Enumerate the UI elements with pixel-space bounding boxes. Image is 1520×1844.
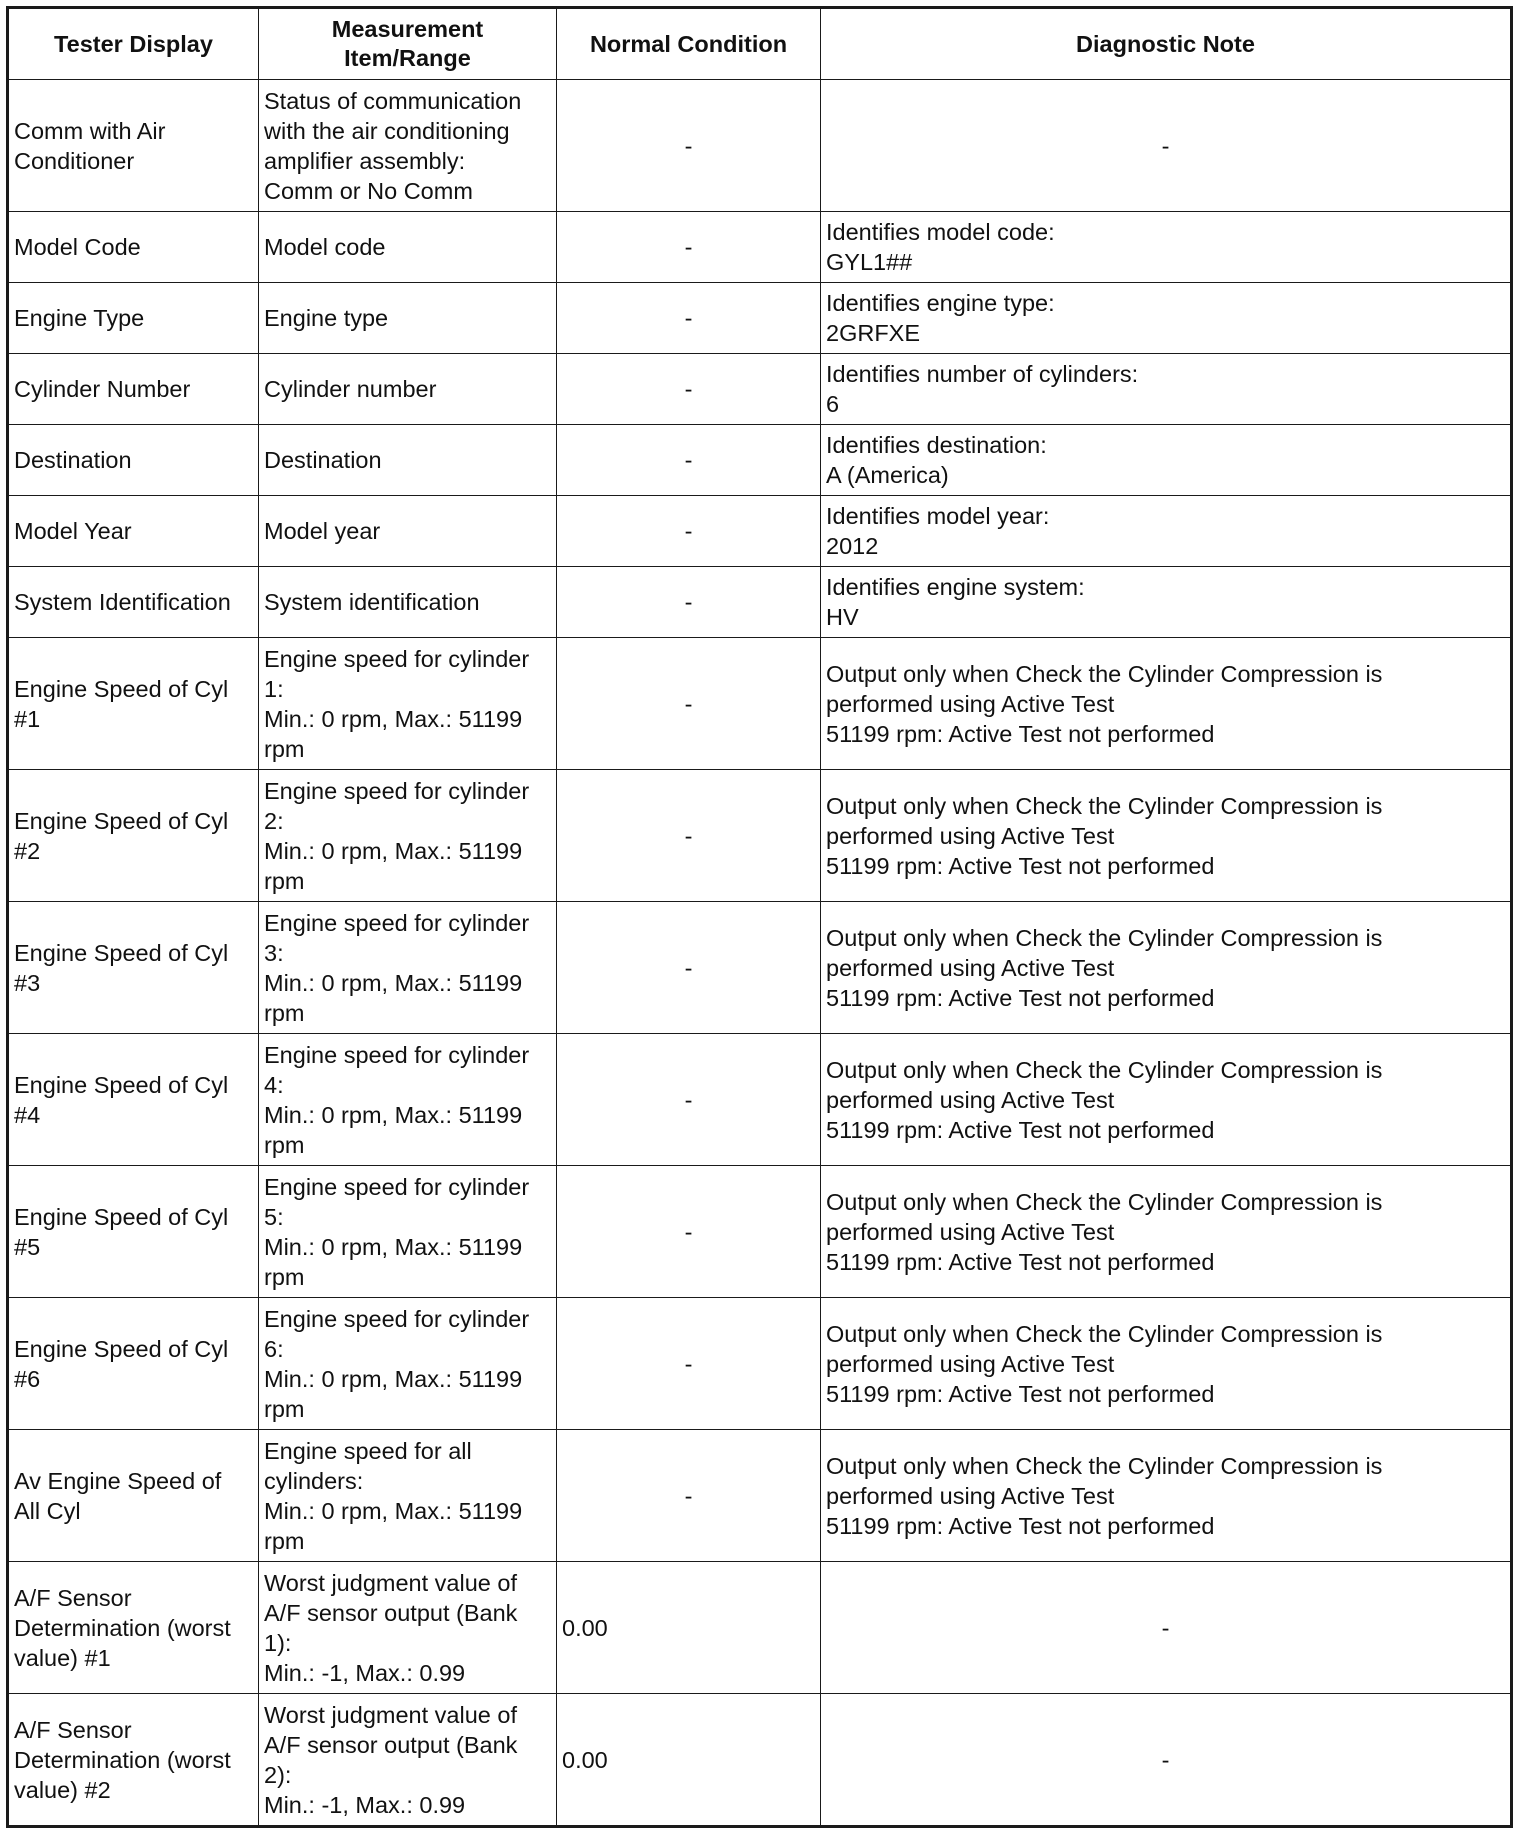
table-row <box>8 770 1512 902</box>
cell-measurement: Engine type <box>259 283 557 354</box>
cell-measurement: Engine speed for cylinder 1: Min.: 0 rpm, Max.: 51199 rpm <box>259 638 557 770</box>
cell-measurement: Cylinder number <box>259 354 557 425</box>
cell-diagnostic-note: Output only when Check the Cylinder Compression is performed using Active Test 51199 rpm: Active Test not performed <box>821 1034 1512 1166</box>
cell-normal-condition: - <box>557 354 821 425</box>
cell-diagnostic-note: Output only when Check the Cylinder Compression is performed using Active Test 51199 rpm: Active Test not performed <box>821 1430 1512 1562</box>
cell-tester-display: Comm with Air Conditioner <box>8 80 259 212</box>
data-list-table-container <box>6 6 1510 1828</box>
data-list-table <box>6 6 1513 1828</box>
cell-normal-condition: - <box>557 212 821 283</box>
cell-tester-display: Model Year <box>8 496 259 567</box>
cell-tester-display: A/F Sensor Determination (worst value) #1 <box>8 1562 259 1694</box>
cell-measurement: Destination <box>259 425 557 496</box>
cell-measurement: Model code <box>259 212 557 283</box>
cell-tester-display: Destination <box>8 425 259 496</box>
cell-tester-display: Engine Type <box>8 283 259 354</box>
cell-tester-display: Engine Speed of Cyl #5 <box>8 1166 259 1298</box>
cell-normal-condition: - <box>557 496 821 567</box>
cell-normal-condition: - <box>557 902 821 1034</box>
cell-diagnostic-note: Identifies engine system: HV <box>821 567 1512 638</box>
table-row <box>8 212 1512 283</box>
cell-diagnostic-note: Identifies destination: A (America) <box>821 425 1512 496</box>
table-row <box>8 1562 1512 1694</box>
cell-normal-condition: - <box>557 283 821 354</box>
cell-diagnostic-note: - <box>821 80 1512 212</box>
table-row <box>8 1034 1512 1166</box>
cell-measurement: Engine speed for cylinder 5: Min.: 0 rpm, Max.: 51199 rpm <box>259 1166 557 1298</box>
cell-measurement: Engine speed for cylinder 4: Min.: 0 rpm, Max.: 51199 rpm <box>259 1034 557 1166</box>
cell-diagnostic-note: Output only when Check the Cylinder Compression is performed using Active Test 51199 rpm: Active Test not performed <box>821 1298 1512 1430</box>
cell-tester-display: Engine Speed of Cyl #3 <box>8 902 259 1034</box>
table-row <box>8 902 1512 1034</box>
cell-diagnostic-note: - <box>821 1562 1512 1694</box>
table-row <box>8 496 1512 567</box>
cell-normal-condition: - <box>557 638 821 770</box>
table-row <box>8 1430 1512 1562</box>
cell-tester-display: System Identification <box>8 567 259 638</box>
cell-tester-display: A/F Sensor Determination (worst value) #2 <box>8 1694 259 1827</box>
cell-diagnostic-note: Identifies number of cylinders: 6 <box>821 354 1512 425</box>
cell-measurement: Engine speed for cylinder 2: Min.: 0 rpm, Max.: 51199 rpm <box>259 770 557 902</box>
table-row <box>8 425 1512 496</box>
cell-diagnostic-note: - <box>821 1694 1512 1827</box>
cell-measurement: Model year <box>259 496 557 567</box>
cell-diagnostic-note: Identifies model year: 2012 <box>821 496 1512 567</box>
cell-tester-display: Engine Speed of Cyl #6 <box>8 1298 259 1430</box>
cell-measurement: Worst judgment value of A/F sensor output (Bank 1): Min.: -1, Max.: 0.99 <box>259 1562 557 1694</box>
cell-normal-condition: - <box>557 1034 821 1166</box>
cell-diagnostic-note: Output only when Check the Cylinder Compression is performed using Active Test 51199 rpm: Active Test not performed <box>821 902 1512 1034</box>
table-row <box>8 1694 1512 1827</box>
header-normal-condition: Normal Condition <box>557 8 821 80</box>
header-measurement-item-range: Measurement Item/Range <box>259 8 557 80</box>
cell-tester-display: Engine Speed of Cyl #1 <box>8 638 259 770</box>
cell-measurement: Engine speed for all cylinders: Min.: 0 rpm, Max.: 51199 rpm <box>259 1430 557 1562</box>
table-row <box>8 1166 1512 1298</box>
header-tester-display: Tester Display <box>8 8 259 80</box>
table-header-row <box>8 8 1512 80</box>
cell-normal-condition: - <box>557 1430 821 1562</box>
cell-normal-condition: 0.00 <box>557 1694 821 1827</box>
cell-tester-display: Cylinder Number <box>8 354 259 425</box>
cell-diagnostic-note: Identifies model code: GYL1## <box>821 212 1512 283</box>
table-row <box>8 283 1512 354</box>
cell-normal-condition: - <box>557 770 821 902</box>
table-row <box>8 567 1512 638</box>
cell-tester-display: Av Engine Speed of All Cyl <box>8 1430 259 1562</box>
cell-normal-condition: 0.00 <box>557 1562 821 1694</box>
cell-measurement: Status of communication with the air conditioning amplifier assembly: Comm or No Comm <box>259 80 557 212</box>
table-row <box>8 354 1512 425</box>
header-diagnostic-note: Diagnostic Note <box>821 8 1512 80</box>
cell-normal-condition: - <box>557 1166 821 1298</box>
cell-measurement: Engine speed for cylinder 3: Min.: 0 rpm, Max.: 51199 rpm <box>259 902 557 1034</box>
cell-measurement: Engine speed for cylinder 6: Min.: 0 rpm, Max.: 51199 rpm <box>259 1298 557 1430</box>
cell-normal-condition: - <box>557 1298 821 1430</box>
cell-diagnostic-note: Output only when Check the Cylinder Compression is performed using Active Test 51199 rpm: Active Test not performed <box>821 1166 1512 1298</box>
cell-normal-condition: - <box>557 425 821 496</box>
cell-measurement: Worst judgment value of A/F sensor output (Bank 2): Min.: -1, Max.: 0.99 <box>259 1694 557 1827</box>
cell-diagnostic-note: Identifies engine type: 2GRFXE <box>821 283 1512 354</box>
table-row <box>8 638 1512 770</box>
table-row <box>8 80 1512 212</box>
cell-diagnostic-note: Output only when Check the Cylinder Compression is performed using Active Test 51199 rpm: Active Test not performed <box>821 638 1512 770</box>
cell-tester-display: Engine Speed of Cyl #4 <box>8 1034 259 1166</box>
cell-measurement: System identification <box>259 567 557 638</box>
cell-normal-condition: - <box>557 80 821 212</box>
table-row <box>8 1298 1512 1430</box>
cell-diagnostic-note: Output only when Check the Cylinder Compression is performed using Active Test 51199 rpm: Active Test not performed <box>821 770 1512 902</box>
cell-normal-condition: - <box>557 567 821 638</box>
cell-tester-display: Engine Speed of Cyl #2 <box>8 770 259 902</box>
cell-tester-display: Model Code <box>8 212 259 283</box>
